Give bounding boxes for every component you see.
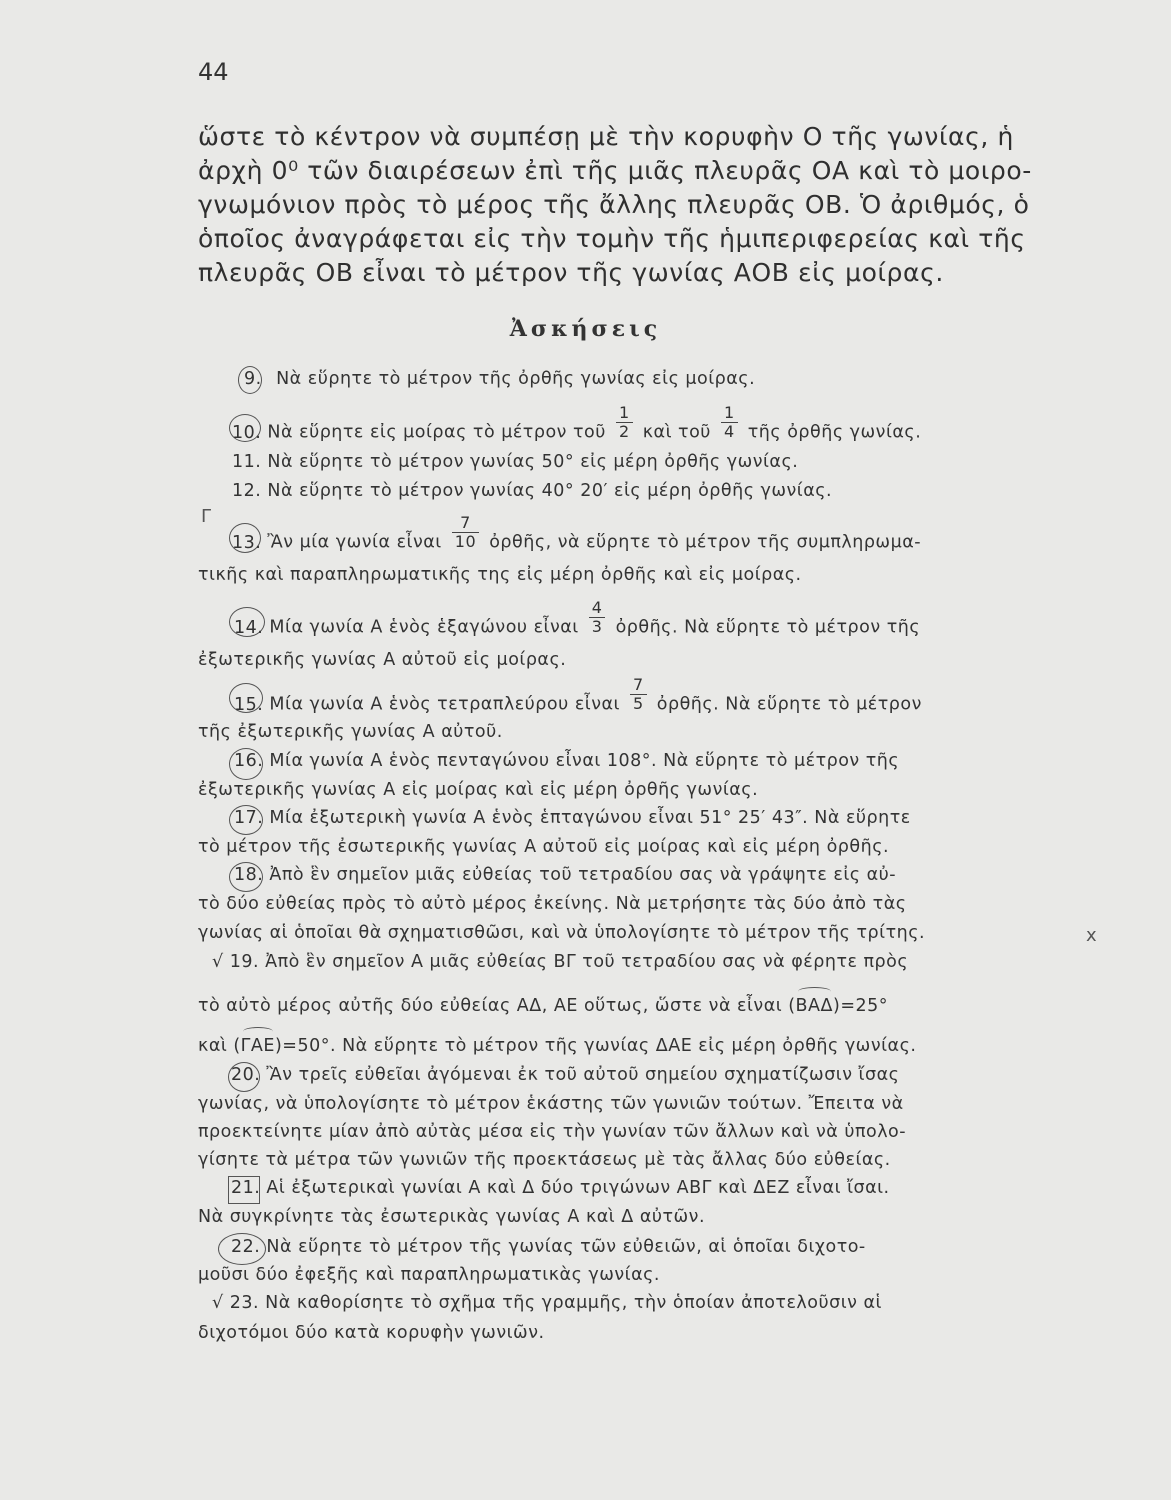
exercise-text: τὸ αὐτὸ μέρος αὐτῆς δύο εὐθείας ΑΔ, ΑΕ οὕτως, ὥστε νὰ εἶναι ( xyxy=(198,996,796,1016)
exercise-text: Ἂν τρεῖς εὐθεῖαι ἀγόμεναι ἐκ τοῦ αὐτοῦ σημείου σχηματίζωσιν ἴσας xyxy=(266,1065,900,1085)
exercise-20 xyxy=(231,1065,899,1085)
exercise-19-line-3 xyxy=(198,1036,916,1056)
exercise-text: Νὰ εὕρητε εἰς μοίρας τὸ μέτρον τοῦ xyxy=(267,422,606,443)
fraction-denominator: 10 xyxy=(452,532,479,551)
intro-line: ὥστε τὸ κέντρον νὰ συμπέσῃ μὲ τὴν κορυφὴν Ο τῆς γωνίας, ἡ xyxy=(198,122,1014,151)
exercise-22-line-2: μοῦσι δύο ἐφεξῆς καὶ παραπληρωματικὰς γωνίας. xyxy=(198,1265,660,1285)
exercise-text: Νὰ εὕρητε τὸ μέτρον γωνίας 50° εἰς μέρη ὀρθῆς γωνίας. xyxy=(267,452,799,472)
exercise-text: Ἀπὸ ἓν σημεῖον μιᾶς εὐθείας τοῦ τετραδίου σας νὰ γράψητε εἰς αὐ- xyxy=(269,865,897,885)
exercise-number: 10. xyxy=(232,422,262,443)
fraction-numerator: 7 xyxy=(633,675,644,694)
exercise-number: 20. xyxy=(231,1065,261,1085)
exercise-number: 14. xyxy=(234,617,264,638)
fraction xyxy=(452,514,479,551)
exercise-22 xyxy=(231,1237,866,1257)
fraction xyxy=(616,404,633,441)
exercise-text: Μία ἐξωτερικὴ γωνία Α ἑνὸς ἑπταγώνου εἶναι 51° 25′ 43″. Νὰ εὕρητε xyxy=(269,808,911,828)
intro-line: πλευρᾶς ΟΒ εἶναι τὸ μέτρον τῆς γωνίας ΑΟΒ εἰς μοίρας. xyxy=(198,258,944,287)
exercise-13-line-2: τικῆς καὶ παραπληρωματικῆς της εἰς μέρη ὀρθῆς καὶ εἰς μοίρας. xyxy=(198,565,802,585)
exercise-number: 22. xyxy=(231,1237,261,1257)
exercise-17-line-2: τὸ μέτρον τῆς ἐσωτερικῆς γωνίας Α αὐτοῦ εἰς μοίρας καὶ εἰς μέρη ὀρθῆς. xyxy=(198,837,890,857)
exercise-number: 21. xyxy=(231,1178,261,1198)
exercise-18-line-3: γωνίας αἱ ὁποῖαι θὰ σχηματισθῶσι, καὶ νὰ ὑπολογίσητε τὸ μέτρον τῆς τρίτης. xyxy=(198,923,926,943)
exercise-number: 19. xyxy=(229,952,260,972)
exercise-13 xyxy=(232,513,922,561)
exercise-17 xyxy=(234,808,911,828)
exercise-text: )=50°. Νὰ εὕρητε τὸ μέτρον τῆς γωνίας ΔΑΕ εἰς μέρη ὀρθῆς γωνίας. xyxy=(274,1036,917,1056)
exercises-heading: Ἀσκήσεις xyxy=(509,316,662,342)
exercise-number: 12. xyxy=(232,481,262,501)
intro-line: ἀρχὴ 0⁰ τῶν διαιρέσεων ἐπὶ τῆς μιᾶς πλευρᾶς ΟΑ καὶ τὸ μοιρο- xyxy=(198,156,1032,185)
fraction-denominator: 2 xyxy=(616,422,633,441)
exercise-21 xyxy=(231,1178,890,1198)
exercise-18 xyxy=(234,865,896,885)
fraction-denominator: 3 xyxy=(589,617,606,636)
exercise-19-line-2 xyxy=(198,996,888,1016)
check-mark: √ xyxy=(212,952,224,972)
exercise-20-line-4: γίσητε τὰ μέτρα τῶν γωνιῶν τῆς προεκτάσεως μὲ τὰς ἄλλας δύο εὐθείας. xyxy=(198,1150,891,1170)
exercise-text: Αἱ ἐξωτερικαὶ γωνίαι Α καὶ Δ δύο τριγώνων ΑΒΓ καὶ ΔΕΖ εἶναι ἴσαι. xyxy=(266,1178,890,1198)
exercise-15-line-2: τῆς ἐξωτερικῆς γωνίας Α αὐτοῦ. xyxy=(198,722,503,742)
exercise-number: 23. xyxy=(229,1293,260,1313)
exercise-text: Νὰ εὕρητε τὸ μέτρον γωνίας 40° 20′ εἰς μέρη ὀρθῆς γωνίας. xyxy=(267,481,833,501)
pencil-x-mark: x xyxy=(1086,925,1097,946)
exercise-number: 17. xyxy=(234,808,264,828)
exercise-text: καὶ ( xyxy=(198,1036,241,1056)
exercise-text: καὶ τοῦ xyxy=(642,422,711,443)
check-mark: √ xyxy=(212,1293,224,1313)
exercise-14-line-2: ἐξωτερικῆς γωνίας Α αὐτοῦ εἰς μοίρας. xyxy=(198,650,567,670)
exercise-14 xyxy=(234,598,921,646)
angle-notation: ΓΑΕ xyxy=(240,1036,275,1056)
exercise-10 xyxy=(232,403,922,451)
exercise-number: 16. xyxy=(234,751,264,771)
exercise-text: Νὰ καθορίσητε τὸ σχῆμα τῆς γραμμῆς, τὴν ὁποίαν ἀποτελοῦσιν αἱ xyxy=(265,1293,882,1313)
fraction-denominator: 5 xyxy=(630,694,647,713)
exercise-text: Μία γωνία Α ἑνὸς πενταγώνου εἶναι 108°. Νὰ εὕρητε τὸ μέτρον τῆς xyxy=(269,751,900,771)
exercise-text: Μία γωνία Α ἑνὸς ἑξαγώνου εἶναι xyxy=(269,617,579,638)
exercise-9 xyxy=(244,369,755,389)
exercise-text: τῆς ὀρθῆς γωνίας. xyxy=(747,422,922,443)
fraction-numerator: 1 xyxy=(724,403,735,422)
exercise-12 xyxy=(232,481,832,501)
exercise-20-line-3: προεκτείνητε μίαν ἀπὸ αὐτὰς μέσα εἰς τὴν γωνίαν τῶν ἄλλων καὶ νὰ ὑπολο- xyxy=(198,1122,907,1142)
exercise-20-line-2: γωνίας, νὰ ὑπολογίσητε τὸ μέτρον ἑκάστης τῶν γωνιῶν τούτων. Ἔπειτα νὰ xyxy=(198,1094,904,1114)
exercise-16-line-2: ἐξωτερικῆς γωνίας Α εἰς μοίρας καὶ εἰς μέρη ὀρθῆς γωνίας. xyxy=(198,780,759,800)
exercise-23 xyxy=(212,1293,882,1313)
intro-line: ὁποῖος ἀναγράφεται εἰς τὴν τομὴν τῆς ἡμιπεριφερείας καὶ τῆς xyxy=(198,224,1026,253)
exercise-11 xyxy=(232,452,798,472)
exercise-text: Ἂν μία γωνία εἶναι xyxy=(267,532,442,553)
exercise-number: 11. xyxy=(232,452,262,472)
fraction-denominator: 4 xyxy=(721,422,738,441)
exercise-text: Μία γωνία Α ἑνὸς τετραπλεύρου εἶναι xyxy=(269,694,620,715)
fraction xyxy=(721,404,738,441)
fraction-numerator: 4 xyxy=(591,598,603,617)
exercise-15 xyxy=(234,675,922,723)
pencil-bracket: Γ xyxy=(201,506,212,527)
exercise-number: 18. xyxy=(234,865,264,885)
exercise-text: ὀρθῆς. Νὰ εὕρητε τὸ μέτρον xyxy=(656,694,922,715)
fraction xyxy=(589,599,606,636)
page-number: 44 xyxy=(198,58,229,86)
exercise-number: 13. xyxy=(232,532,262,553)
exercise-21-line-2: Νὰ συγκρίνητε τὰς ἐσωτερικὰς γωνίας Α καὶ Δ αὐτῶν. xyxy=(198,1207,706,1227)
intro-line: γνωμόνιον πρὸς τὸ μέρος τῆς ἄλλης πλευρᾶς ΟΒ. Ὁ ἀριθμός, ὁ xyxy=(198,190,1030,219)
exercise-text: ὀρθῆς, νὰ εὕρητε τὸ μέτρον τῆς συμπληρωμα- xyxy=(489,532,922,553)
angle-notation: ΒΑΔ xyxy=(795,996,833,1016)
exercise-number: 15. xyxy=(234,694,264,715)
exercise-text: Ἀπὸ ἓν σημεῖον Α μιᾶς εὐθείας ΒΓ τοῦ τετραδίου σας νὰ φέρητε πρὸς xyxy=(265,952,909,972)
fraction-numerator: 7 xyxy=(460,513,471,532)
intro-paragraph xyxy=(198,120,1098,290)
fraction-numerator: 1 xyxy=(618,403,630,422)
exercise-text: ὀρθῆς. Νὰ εὕρητε τὸ μέτρον τῆς xyxy=(615,617,921,638)
exercise-text: Νὰ εὕρητε τὸ μέτρον τῆς γωνίας τῶν εὐθειῶν, αἱ ὁποῖαι διχοτο- xyxy=(266,1237,866,1257)
exercise-number: 9. xyxy=(244,369,262,389)
exercise-16 xyxy=(234,751,899,771)
fraction xyxy=(630,676,647,713)
exercise-18-line-2: τὸ δύο εὐθείας πρὸς τὸ αὐτὸ μέρος ἐκείνης. Νὰ μετρήσητε τὰς δύο ἀπὸ τὰς xyxy=(198,894,907,914)
exercise-23-line-2: διχοτόμοι δύο κατὰ κορυφὴν γωνιῶν. xyxy=(198,1323,545,1343)
exercise-text: )=25° xyxy=(833,996,889,1016)
exercise-19 xyxy=(212,952,908,972)
exercise-text: Νὰ εὕρητε τὸ μέτρον τῆς ὀρθῆς γωνίας εἰς μοίρας. xyxy=(276,369,756,389)
